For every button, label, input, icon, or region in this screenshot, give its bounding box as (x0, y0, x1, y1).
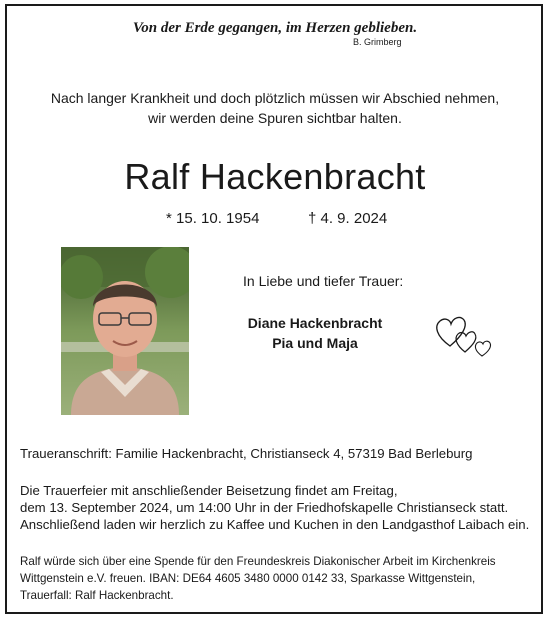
mourner-name: Diane Hackenbracht (247, 315, 383, 331)
ceremony-line: Anschließend laden wir herzlich zu Kaffee und Kuchen in den Landgasthof Laibach ein. (20, 517, 530, 532)
death-date: † 4. 9. 2024 (308, 210, 388, 227)
donation-info (20, 553, 540, 604)
mourner-name: Pia und Maja (272, 335, 358, 351)
donation-line: Trauerfall: Ralf Hackenbracht. (20, 589, 174, 602)
deceased-name: Ralf Hackenbracht (124, 156, 426, 197)
portrait-photo-image (61, 247, 189, 415)
intro-line: Nach langer Krankheit und doch plötzlich müssen wir Abschied nehmen, (50, 90, 500, 106)
ceremony-line: dem 13. September 2024, um 14:00 Uhr in der Friedhofskapelle Christianseck statt. (20, 500, 509, 515)
mourning-address: Traueranschrift: Familie Hackenbracht, Christianseck 4, 57319 Bad Berleburg (20, 446, 473, 461)
portrait-photo (61, 247, 189, 415)
birth-date: * 15. 10. 1954 (166, 210, 260, 227)
ceremony-line: Die Trauerfeier mit anschließender Beisetzung findet am Freitag, (20, 483, 398, 498)
mourning-heading: In Liebe und tiefer Trauer: (243, 273, 404, 289)
motto-quote: Von der Erde gegangen, im Herzen geblieben. (132, 20, 418, 36)
motto-author: B. Grimberg (353, 37, 402, 47)
mourner-names (240, 313, 390, 353)
donation-line: Ralf würde sich über eine Spende für den Freundeskreis Diakonischer Arbeit im Kirchenkreis (20, 555, 496, 568)
intro-line: wir werden deine Spuren sichtbar halten. (148, 110, 402, 126)
donation-line: Wittgenstein e.V. freuen. IBAN: DE64 4605 3480 0000 0142 33, Sparkasse Wittgenstein, (20, 572, 476, 585)
intro-text (0, 88, 550, 128)
ceremony-info (20, 482, 540, 533)
hearts-icon (432, 312, 498, 360)
